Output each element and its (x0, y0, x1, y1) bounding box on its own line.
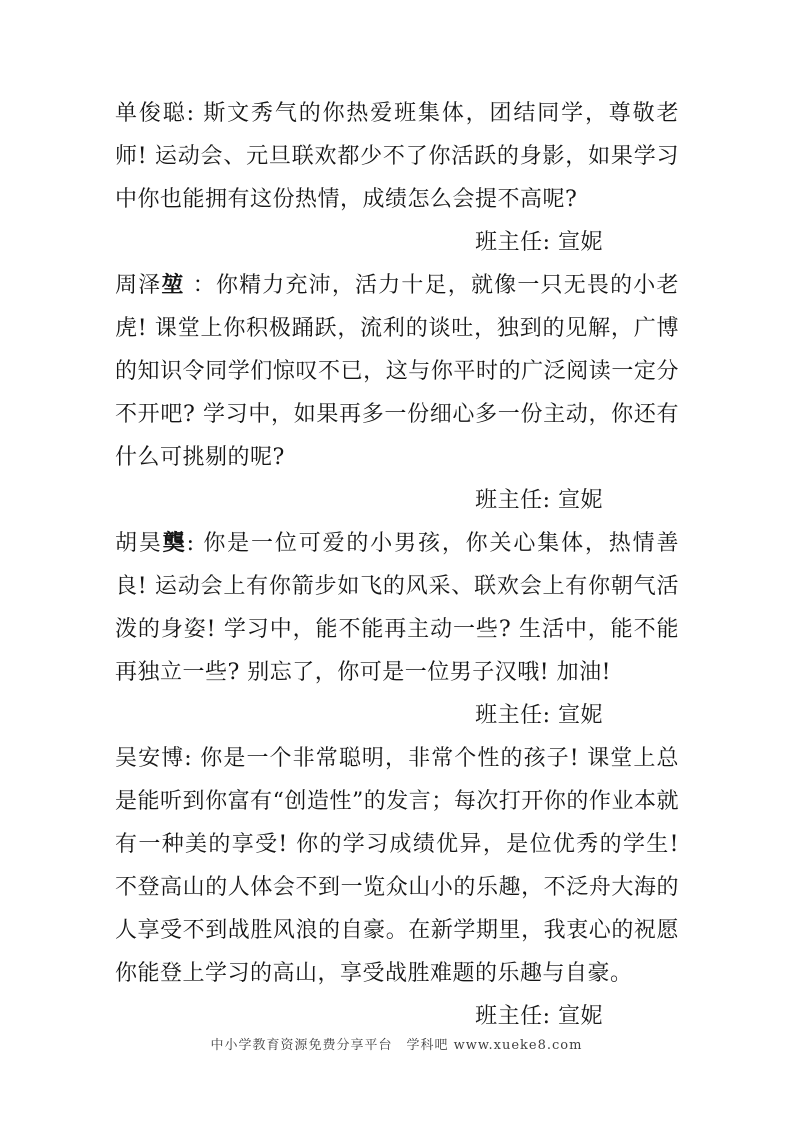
comment-body: 你是一个非常聪明，非常个性的孩子! 课堂上总是能听到你富有“创造性”的发言；每次打开你的作业本就有一种美的享受! 你的学习成绩优异，是位优秀的学生! 不登高山的人体会不到一览众山小的乐趣，不泛舟大海的人享受不到战胜风浪的自豪。在新学期里，我衷心的祝愿你能登上学习的高山，享受战胜难题的乐趣与自豪。 (115, 746, 679, 986)
signature: 班主任: 宣妮 (475, 703, 603, 728)
student-name-rare-char: 堃 (161, 273, 185, 298)
student-name-rare-char: 龑 (162, 531, 187, 556)
student-name: 胡昊 (115, 531, 163, 556)
comment-paragraph (115, 92, 679, 264)
student-name: 周泽 (115, 273, 162, 298)
comment-text (115, 92, 679, 221)
comment-text (115, 264, 679, 479)
comment-text (115, 522, 679, 694)
name-colon: : (186, 101, 204, 126)
comment-body: 你是一位可爱的小男孩，你关心集体，热情善良! 运动会上有你箭步如飞的风采、联欢会上有你朝气活泼的身姿! 学习中，能不能再主动一些? 生活中，能不能再独立一些? 别忘了，你可是一位男子汉哦! 加油! (115, 531, 679, 685)
page-footer (0, 1034, 793, 1053)
name-colon: ： (184, 273, 216, 298)
comment-paragraph (115, 737, 679, 1038)
comment-text (115, 737, 679, 995)
footer-watermark-text: 中小学教育资源免费分享平台 学科吧 www.xueke8.com (210, 1038, 583, 1053)
signature: 班主任: 宣妮 (475, 230, 603, 255)
comment-paragraph (115, 522, 679, 737)
comment-body: 斯文秀气的你热爱班集体，团结同学，尊敬老师! 运动会、元旦联欢都少不了你活跃的身影，如果学习中你也能拥有这份热情，成绩怎么会提不高呢? (115, 101, 679, 212)
name-colon: : (186, 531, 204, 556)
comment-paragraph (115, 264, 679, 522)
student-name: 吴安博 (115, 746, 185, 771)
signature: 班主任: 宣妮 (475, 488, 603, 513)
comments-content (115, 92, 679, 1038)
signature: 班主任: 宣妮 (475, 1004, 603, 1029)
comment-body: 你精力充沛，活力十足，就像一只无畏的小老虎! 课堂上你积极踊跃，流利的谈吐，独到的见解，广博的知识令同学们惊叹不已，这与你平时的广泛阅读一定分不开吧? 学习中，如果再多一份细心多一份主动，你还有什么可挑剔的呢? (115, 273, 679, 470)
student-name: 单俊聪 (115, 101, 187, 126)
name-colon: : (184, 746, 201, 771)
